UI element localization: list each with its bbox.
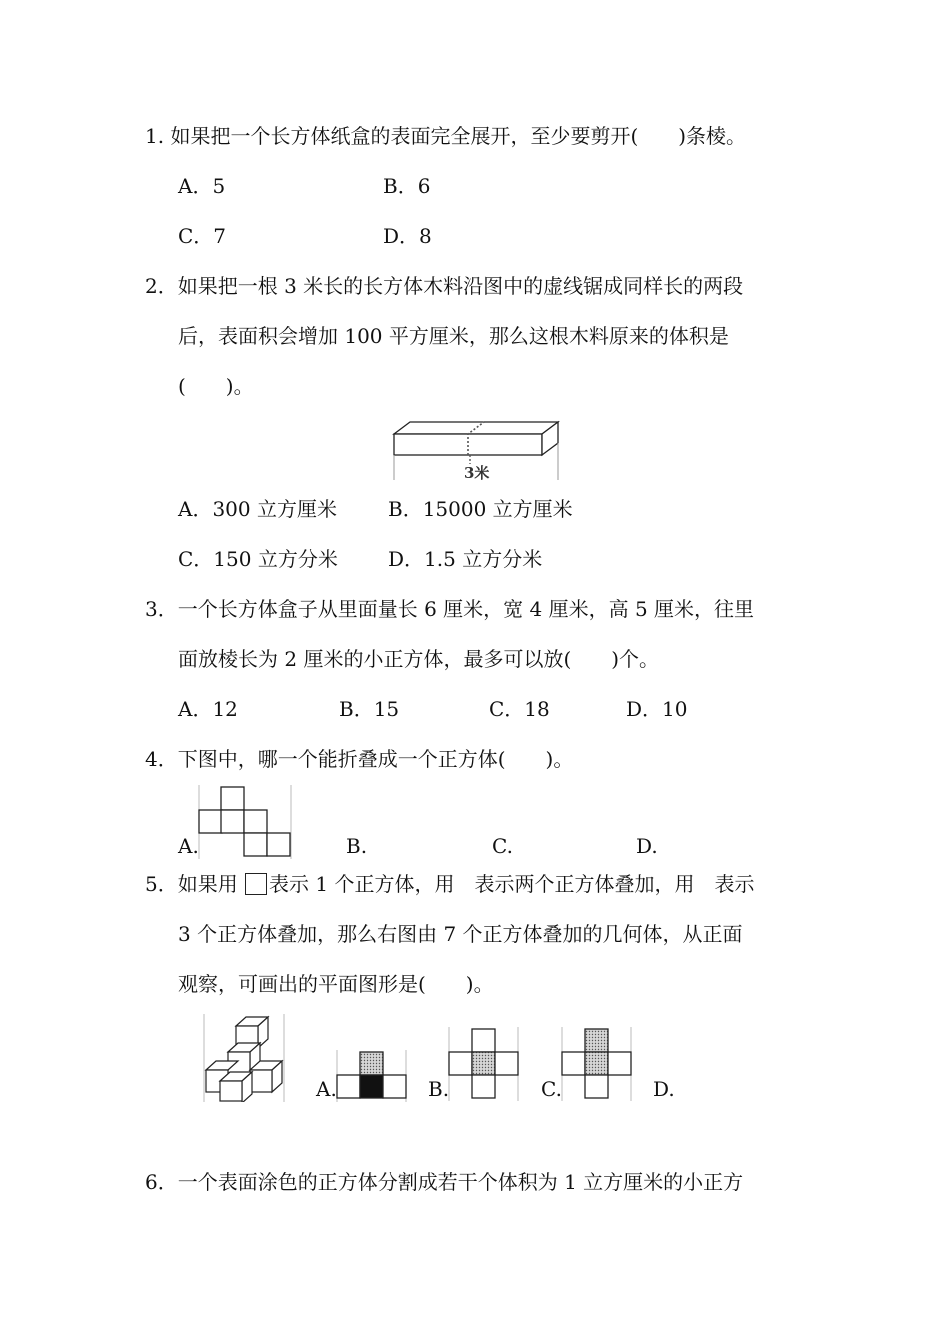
q1-option-c: C．7 xyxy=(178,224,227,248)
q1-option-d: D．8 xyxy=(383,224,432,248)
q5-line2: 3 个正方体叠加，那么右图由 7 个正方体叠加的几何体，从正面 xyxy=(178,922,743,946)
wood-beam-figure xyxy=(392,420,562,484)
q5-figure-b xyxy=(448,1027,520,1101)
single-cube-icon xyxy=(245,873,267,895)
q5-option-d: D. xyxy=(653,1077,675,1101)
q3-option-a: A．12 xyxy=(178,697,238,721)
q5-option-b: B. xyxy=(428,1077,450,1101)
q1-option-b: B．6 xyxy=(383,174,431,198)
q1-option-a: A．5 xyxy=(178,174,226,198)
q4-stem: 4．下图中，哪一个能折叠成一个正方体( )。 xyxy=(145,747,574,771)
q5-line3: 观察，可画出的平面图形是( )。 xyxy=(178,972,494,996)
q4-option-d: D. xyxy=(636,834,658,858)
q4-option-a: A. xyxy=(178,834,199,858)
q5-option-c: C. xyxy=(541,1077,562,1101)
stacked-cubes-figure xyxy=(202,1014,288,1102)
q2-line1: 2．如果把一根 3 米长的长方体木料沿图中的虚线锯成同样长的两段 xyxy=(145,274,744,298)
q2-line2: 后，表面积会增加 100 平方厘米，那么这根木料原来的体积是 xyxy=(178,324,729,348)
q3-option-b: B．15 xyxy=(339,697,400,721)
q2-option-a: A．300 立方厘米 xyxy=(178,497,337,521)
q3-line1: 3．一个长方体盒子从里面量长 6 厘米，宽 4 厘米，高 5 厘米，往里 xyxy=(145,597,755,621)
q5-option-a: A. xyxy=(316,1077,337,1101)
q5-figure-a xyxy=(336,1050,408,1102)
q3-option-d: D．10 xyxy=(626,697,688,721)
cube-net-a-figure xyxy=(198,785,294,859)
beam-length-label: 3米 xyxy=(464,464,490,482)
q4-option-b: B. xyxy=(346,834,368,858)
q5-line1-start: 5．如果用 xyxy=(145,872,238,896)
q4-option-c: C. xyxy=(492,834,513,858)
q3-option-c: C．18 xyxy=(489,697,550,721)
q2-option-b: B．15000 立方厘米 xyxy=(388,497,573,521)
q2-option-d: D．1.5 立方分米 xyxy=(388,547,543,571)
q3-line2: 面放棱长为 2 厘米的小正方体，最多可以放( )个。 xyxy=(178,647,660,671)
q2-line3: ( )。 xyxy=(178,374,254,398)
q2-option-c: C．150 立方分米 xyxy=(178,547,338,571)
q6-line1: 6．一个表面涂色的正方体分割成若干个体积为 1 立方厘米的小正方 xyxy=(145,1170,744,1194)
q1-stem: 1. 如果把一个长方体纸盒的表面完全展开，至少要剪开( )条棱。 xyxy=(145,124,747,148)
q5-line1-end: 表示 1 个正方体，用 表示两个正方体叠加，用 表示 xyxy=(269,872,755,896)
q5-figure-c xyxy=(561,1027,633,1101)
